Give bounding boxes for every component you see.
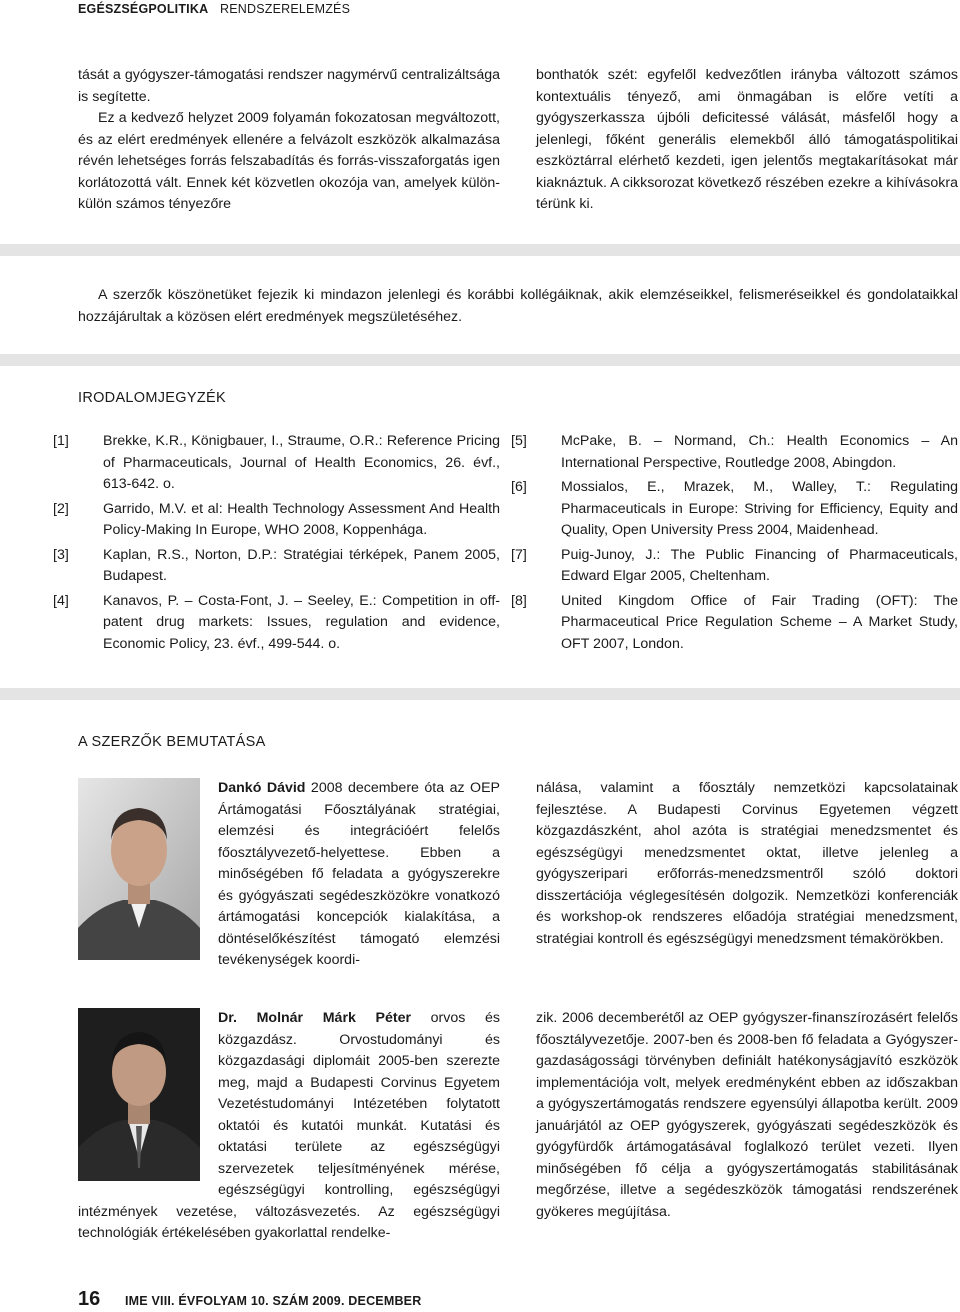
- intro-column-right: [536, 65, 958, 216]
- author2-bio-part1: Dr. Molnár Márk Péter orvos és közgazdász. Orvostudományi és közgazdasági diplomáit 2005-ben szerezte meg, majd a Budapesti Corvinus Egyetem Vezetéstudományi Intézetében folytatott oktatói és kutatói munkát. Kutatási és oktatási területe az egészségügyi szervezetek teljesítményének mérése, egészségügyi kontrolling, egészségügyi intézmények vezetése, változásvezetés. Az egészségügyi technológiák értékelésében gyakorlattal rendelke-: [78, 1010, 501, 1241]
- acknowledgement: [78, 285, 958, 328]
- header-category: RENDSZERELEMZÉS: [220, 2, 351, 16]
- intro-column-left: [78, 65, 500, 216]
- author2-column-left: [78, 1008, 500, 1245]
- references-left: [53, 431, 500, 658]
- portrait-image: [78, 778, 200, 960]
- header-section: EGÉSZSÉGPOLITIKA: [78, 2, 209, 16]
- intro-paragraph-2: Ez a kedvező helyzet 2009 folyamán fokozatosan megváltozott, és az elért eredmények ellenére a felvázolt eszközök alkalmazása révén lehetséges forrás felszabadítás és forrás-visszaforgatás igen korlátozottá vált. Ennek két közvetlen okozója van, amelyek külön-külön számos tényezőre: [78, 110, 500, 212]
- reference-item: [7] Puig-Junoy, J.: The Public Financing of Pharmaceuticals, Edward Elgar 2005, Cheltenham.: [511, 546, 958, 584]
- author-photo: [78, 778, 200, 960]
- intro-paragraph-3: bonthatók szét: egyfelől kedvezőtlen irányba változott számos kontextuális tényező, ami önmagában is előre vetíti a gyógyszerkassza újbóli deficitessé válását, másfelől hogy a jelenlegi, főként generális elemekből álló támogatáspolitikai eszköztárral elérhető kezdeti, igen jelentős megtakarításokat már kiaknáztuk. A cikksorozat következő részében ezekre a kihívásokra térünk ki.: [536, 67, 958, 212]
- reference-item: [5] McPake, B. – Normand, Ch.: Health Economics – An International Perspective, Routledge 2008, Abingdon.: [511, 433, 958, 471]
- divider-band: [0, 354, 960, 366]
- reference-item: [6] Mossialos, E., Mrazek, M., Walley, T.: Regulating Pharmaceuticals in Europe: Striving for Efficiency, Equity and Quality, Open University Press 2004, Maidenhead.: [511, 479, 958, 538]
- references-right: [511, 431, 958, 658]
- reference-item: [8] United Kingdom Office of Fair Trading (OFT): The Pharmaceutical Price Regulation Scheme – A Market Study, OFT 2007, London.: [511, 592, 958, 652]
- author1-name: Dankó Dávid: [218, 780, 306, 796]
- intro-paragraph-1: tását a gyógyszer-támogatási rendszer nagymérvű centralizáltsága is segítette.: [78, 67, 500, 105]
- authors-heading: A SZERZŐK BEMUTATÁSA: [78, 734, 266, 750]
- author1-bio-part2: nálása, valamint a főosztály nemzetközi kapcsolatainak fejlesztése. A Budapesti Corvinus Egyetemen végzett közgazdászként, ahol azóta is stratégiai menedzsmentet és egészségügyi menedzsmentet oktat, illetve jelenleg a gyógyszeripari erőforrás-menedzsmentről szóló doktori disszertációja véglegesítésén dolgozik. Nemzetközi konferenciák és workshop-ok rendszeres előadója stratégiai menedzsment, stratégiai kontroll és egészségügyi menedzsment témakörökben.: [536, 780, 958, 947]
- author1-bio-part1: Dankó Dávid 2008 decembere óta az OEP Ártámogatási Főosztályának stratégiai, elemzési és integrációért felelős főosztályvezető-helyettese. Ebben a minőségében fő feladata a gyógyszerekre és gyógyászati segédeszközökre vonatkozó ártámogatási koncepciók kialakítása, a döntéselőkészítést támogató elemzési tevékenységek koordi-: [218, 780, 501, 968]
- page-number: 16: [78, 1288, 101, 1310]
- page-footer: [78, 1288, 958, 1312]
- author2-bio-part2: zik. 2006 decemberétől az OEP gyógyszer-finanszírozásért felelős főosztályvezetője. 2007-ben és 2008-ben fő feladata a Gyógyszer-gazdaságossági törvényben definiált hatékonyságjavító eszközök implementációja volt, melyek eredményként ebben az időszakban a gyógyszertámogatás rendszere egyensúlyi állapotba került. 2009 januárjától az OEP gyógyszerek, gyógyászati segédeszközök és gyógyfürdők ártámogatásával foglalkozó terület vezeti. Ilyen minőségében fő célja a gyógyszertámogatás stabilitásának megőrzése, illetve a segédeszközök támogatási rendszerének gyökeres megújítása.: [536, 1010, 958, 1220]
- reference-item: [1] Brekke, K.R., Königbauer, I., Straume, O.R.: Reference Pricing of Pharmaceuticals, Journal of Health Economics, 26. évf., 613-642. o.: [53, 433, 500, 492]
- divider-band: [0, 688, 960, 700]
- journal-issue: IME VIII. ÉVFOLYAM 10. SZÁM 2009. DECEMBER: [125, 1294, 422, 1308]
- reference-item: [2] Garrido, M.V. et al: Health Technology Assessment And Health Policy-Making In Europe, WHO 2008, Koppenhága.: [53, 500, 500, 538]
- reference-item: [4] Kanavos, P. – Costa-Font, J. – Seeley, E.: Competition in off-patent drug markets: Issues, regulation and evidence, Economic Policy, 23. évf., 499-544. o.: [53, 592, 500, 652]
- author1-column-left: [218, 778, 500, 972]
- divider-band: [0, 244, 960, 256]
- references-heading: IRODALOMJEGYZÉK: [78, 390, 226, 406]
- reference-item: [3] Kaplan, R.S., Norton, D.P.: Stratégiai térképek, Panem 2005, Budapest.: [53, 546, 500, 584]
- author1-column-right: [536, 778, 958, 950]
- author2-name: Dr. Molnár Márk Péter: [218, 1010, 412, 1026]
- running-header: [0, 0, 960, 18]
- acknowledgement-text: A szerzők köszönetüket fejezik ki mindazon jelenlegi és korábbi kollégáiknak, akik elemzéseikkel, felismeréseikkel és gondolataikkal hozzájárultak a közösen elért eredmények megszületéséhez.: [78, 287, 958, 325]
- author2-column-right: [536, 1008, 958, 1223]
